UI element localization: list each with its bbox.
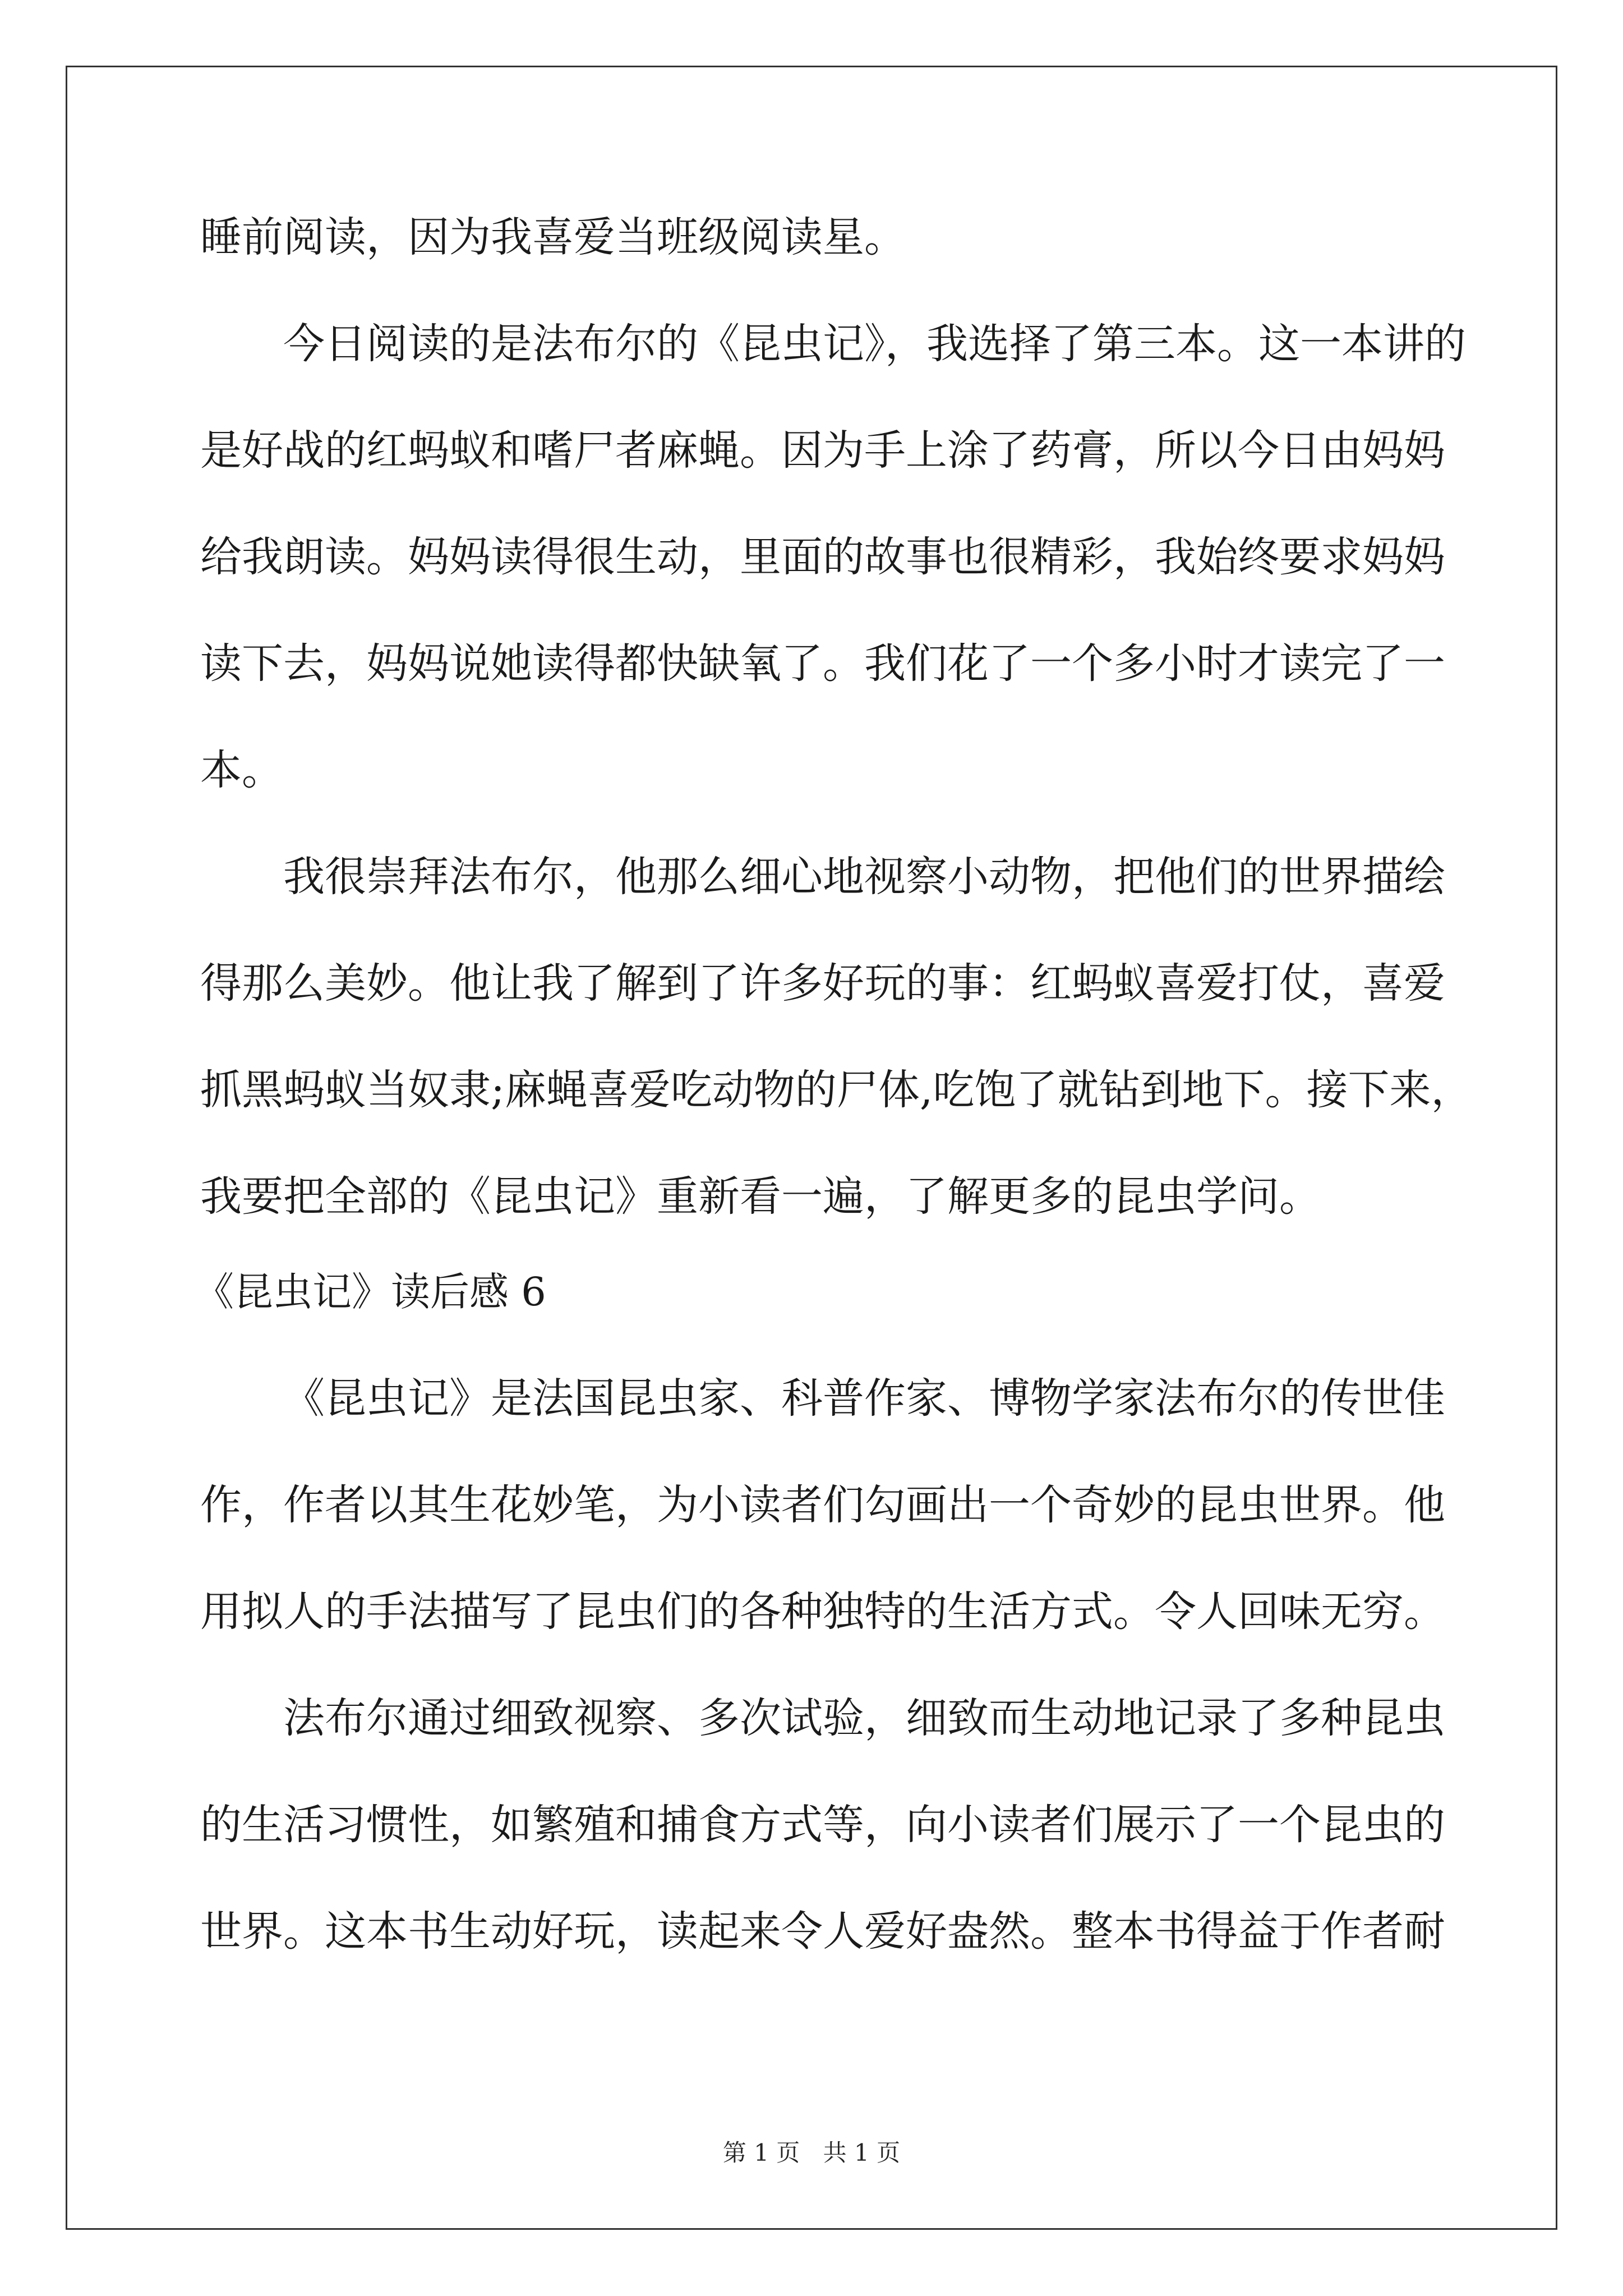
text-line: 的生活习惯性，如繁殖和捕食方式等，向小读者们展示了一个昆虫的 (200, 1801, 1445, 1849)
page-number: 第 1 页 (722, 2139, 800, 2166)
paragraph-start-line: 今日阅读的是法布尔的《昆虫记》，我选择了第三本。这一本讲的 (283, 320, 1466, 368)
text-line: 作，作者以其生花妙笔，为小读者们勾画出一个奇妙的昆虫世界。他 (200, 1481, 1445, 1529)
page-footer (0, 2136, 1623, 2170)
text-line: 用拟人的手法描写了昆虫们的各种独特的生活方式。令人回味无穷。 (200, 1588, 1445, 1636)
text-line: 读下去，妈妈说她读得都快缺氧了。我们花了一个多小时才读完了一 (200, 639, 1445, 688)
paragraph-start-line: 法布尔通过细致视察、多次试验，细致而生动地记录了多种昆虫 (283, 1694, 1445, 1742)
text-line: 世界。这本书生动好玩，读起来令人爱好盎然。整本书得益于作者耐 (200, 1907, 1445, 1955)
text-line: 给我朗读。妈妈读得很生动，里面的故事也很精彩，我始终要求妈妈 (200, 533, 1445, 581)
text-line: 我要把全部的《昆虫记》重新看一遍，了解更多的昆虫学问。 (200, 1172, 1321, 1221)
text-line: 抓黑蚂蚁当奴隶;麻蝇喜爱吃动物的尸体,吃饱了就钻到地下。接下来， (200, 1066, 1473, 1114)
text-line: 得那么美妙。他让我了解到了许多好玩的事：红蚂蚁喜爱打仗，喜爱 (200, 959, 1445, 1007)
page-total: 共 1 页 (823, 2139, 901, 2166)
paragraph-start-line: 我很崇拜法布尔，他那么细心地视察小动物，把他们的世界描绘 (283, 853, 1445, 901)
text-line: 是好战的红蚂蚁和嗜尸者麻蝇。因为手上涂了药膏，所以今日由妈妈 (200, 426, 1445, 475)
text-line: 本。 (200, 746, 283, 794)
text-line: 睡前阅读，因为我喜爱当班级阅读星。 (200, 213, 906, 261)
section-heading: 《昆虫记》读后感 6 (195, 1269, 546, 1315)
paragraph-start-line: 《昆虫记》是法国昆虫家、科普作家、博物学家法布尔的传世佳 (283, 1374, 1445, 1423)
